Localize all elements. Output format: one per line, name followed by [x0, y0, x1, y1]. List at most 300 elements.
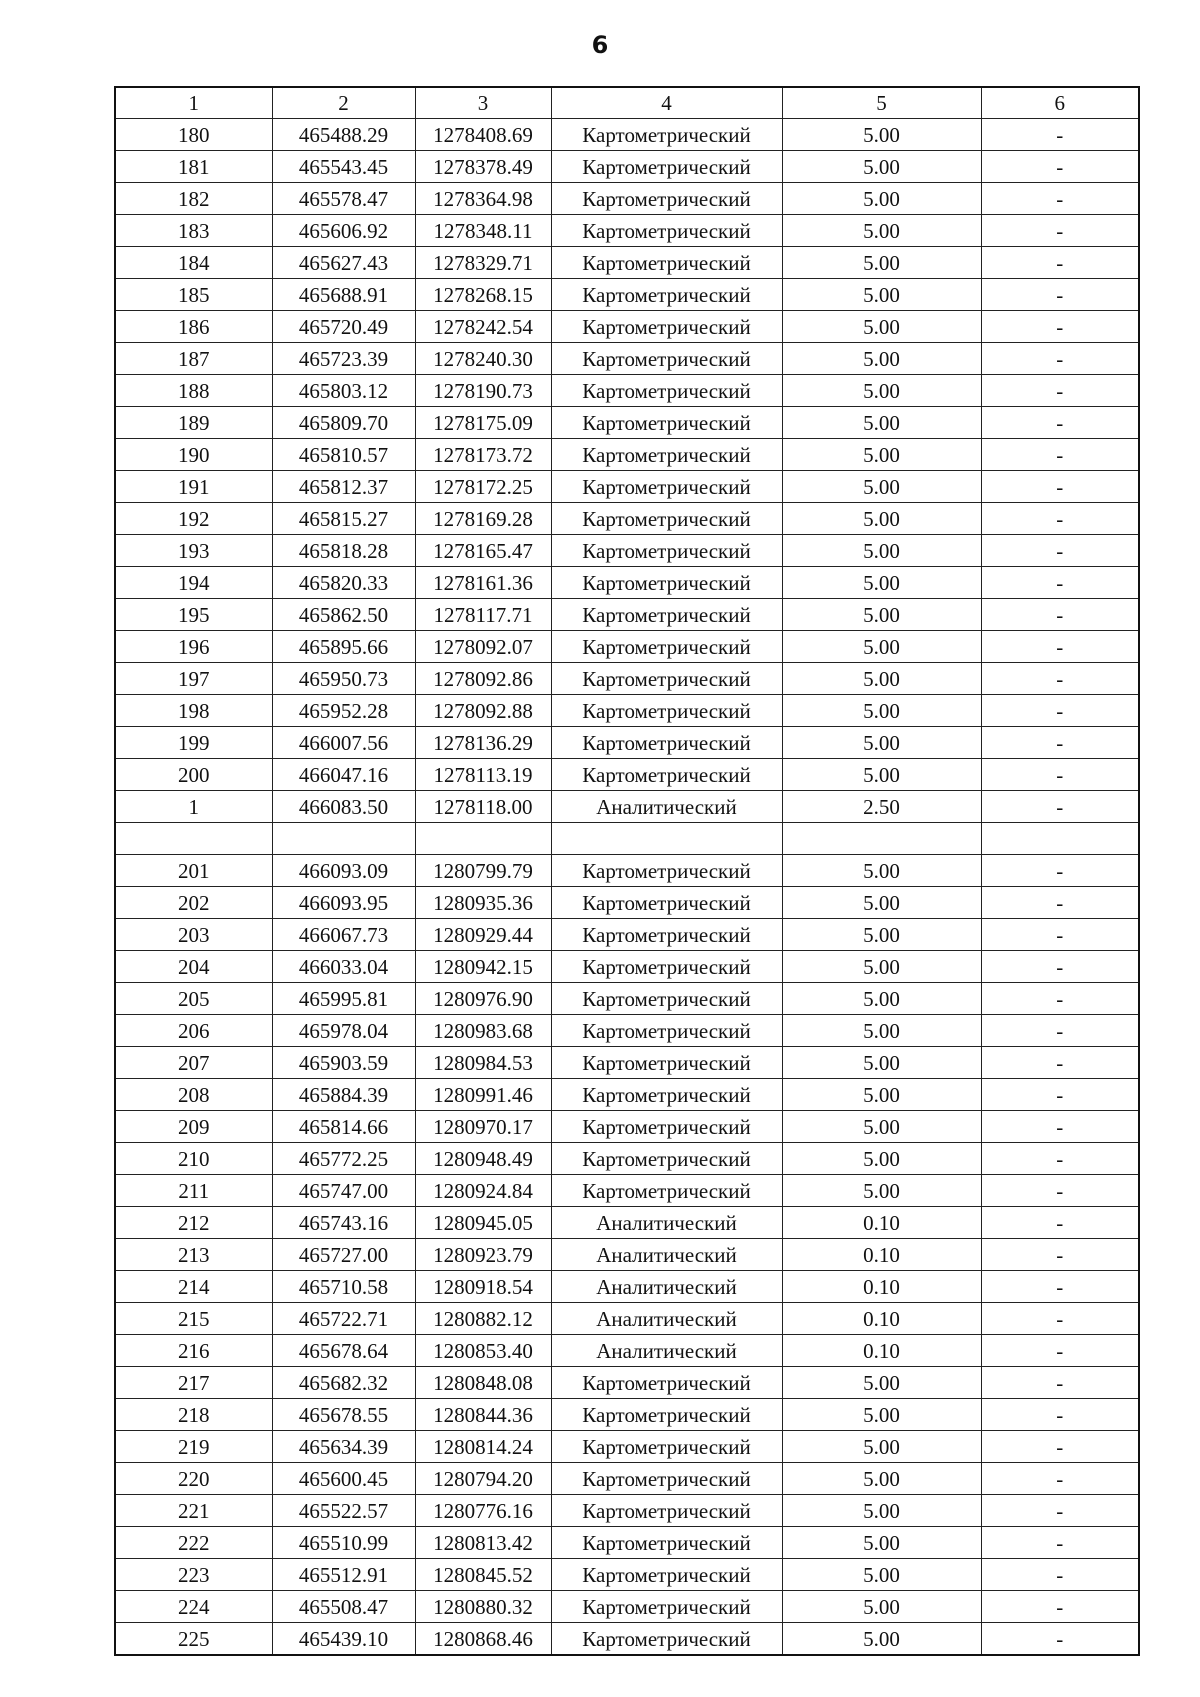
point-number-cell: 209 — [115, 1111, 272, 1143]
table-row — [115, 119, 1139, 151]
accuracy-cell: 5.00 — [782, 439, 981, 471]
point-number-cell: 182 — [115, 183, 272, 215]
accuracy-cell: 5.00 — [782, 215, 981, 247]
accuracy-cell: 5.00 — [782, 407, 981, 439]
accuracy-cell — [782, 823, 981, 855]
accuracy-cell: 5.00 — [782, 311, 981, 343]
y-coordinate-cell: 1278169.28 — [415, 503, 551, 535]
description-cell: - — [981, 1367, 1139, 1399]
description-cell: - — [981, 791, 1139, 823]
description-cell: - — [981, 663, 1139, 695]
y-coordinate-cell: 1280813.42 — [415, 1527, 551, 1559]
x-coordinate-cell: 465720.49 — [272, 311, 415, 343]
point-number-cell: 194 — [115, 567, 272, 599]
y-coordinate-cell: 1278364.98 — [415, 183, 551, 215]
point-number-cell: 193 — [115, 535, 272, 567]
y-coordinate-cell: 1278113.19 — [415, 759, 551, 791]
x-coordinate-cell: 465627.43 — [272, 247, 415, 279]
method-cell: Картометрический — [551, 1111, 782, 1143]
method-cell: Картометрический — [551, 343, 782, 375]
accuracy-cell: 5.00 — [782, 1623, 981, 1656]
point-number-cell: 186 — [115, 311, 272, 343]
x-coordinate-cell: 465995.81 — [272, 983, 415, 1015]
point-number-cell: 191 — [115, 471, 272, 503]
method-cell: Картометрический — [551, 279, 782, 311]
accuracy-cell: 5.00 — [782, 727, 981, 759]
y-coordinate-cell: 1278092.88 — [415, 695, 551, 727]
table-row — [115, 1399, 1139, 1431]
description-cell: - — [981, 1111, 1139, 1143]
point-number-cell: 192 — [115, 503, 272, 535]
accuracy-cell: 5.00 — [782, 1495, 981, 1527]
y-coordinate-cell: 1278268.15 — [415, 279, 551, 311]
accuracy-cell: 0.10 — [782, 1335, 981, 1367]
y-coordinate-cell: 1280844.36 — [415, 1399, 551, 1431]
x-coordinate-cell: 465820.33 — [272, 567, 415, 599]
x-coordinate-cell: 465743.16 — [272, 1207, 415, 1239]
description-cell: - — [981, 599, 1139, 631]
accuracy-cell: 5.00 — [782, 663, 981, 695]
description-cell: - — [981, 1623, 1139, 1656]
x-coordinate-cell: 465600.45 — [272, 1463, 415, 1495]
accuracy-cell: 5.00 — [782, 1079, 981, 1111]
column-header: 1 — [115, 87, 272, 119]
table-row — [115, 1047, 1139, 1079]
x-coordinate-cell: 465747.00 — [272, 1175, 415, 1207]
accuracy-cell: 5.00 — [782, 343, 981, 375]
x-coordinate-cell: 465818.28 — [272, 535, 415, 567]
point-number-cell: 183 — [115, 215, 272, 247]
description-cell: - — [981, 1175, 1139, 1207]
method-cell: Картометрический — [551, 1527, 782, 1559]
accuracy-cell: 5.00 — [782, 1143, 981, 1175]
x-coordinate-cell: 465812.37 — [272, 471, 415, 503]
y-coordinate-cell: 1280848.08 — [415, 1367, 551, 1399]
point-number-cell: 190 — [115, 439, 272, 471]
x-coordinate-cell: 465634.39 — [272, 1431, 415, 1463]
method-cell: Картометрический — [551, 215, 782, 247]
description-cell: - — [981, 503, 1139, 535]
x-coordinate-cell: 465578.47 — [272, 183, 415, 215]
table-row — [115, 375, 1139, 407]
accuracy-cell: 5.00 — [782, 983, 981, 1015]
y-coordinate-cell: 1280984.53 — [415, 1047, 551, 1079]
description-cell: - — [981, 1335, 1139, 1367]
y-coordinate-cell: 1280868.46 — [415, 1623, 551, 1656]
table-row — [115, 503, 1139, 535]
x-coordinate-cell: 466047.16 — [272, 759, 415, 791]
x-coordinate-cell: 466083.50 — [272, 791, 415, 823]
y-coordinate-cell: 1280924.84 — [415, 1175, 551, 1207]
table-row — [115, 1495, 1139, 1527]
y-coordinate-cell: 1278161.36 — [415, 567, 551, 599]
table-row — [115, 919, 1139, 951]
column-header: 6 — [981, 87, 1139, 119]
x-coordinate-cell: 465488.29 — [272, 119, 415, 151]
x-coordinate-cell: 465903.59 — [272, 1047, 415, 1079]
description-cell: - — [981, 1143, 1139, 1175]
y-coordinate-cell: 1280942.15 — [415, 951, 551, 983]
table-row — [115, 1143, 1139, 1175]
description-cell: - — [981, 1559, 1139, 1591]
description-cell: - — [981, 631, 1139, 663]
method-cell: Картометрический — [551, 1175, 782, 1207]
table-row — [115, 1239, 1139, 1271]
description-cell: - — [981, 1047, 1139, 1079]
x-coordinate-cell: 465543.45 — [272, 151, 415, 183]
table-row — [115, 695, 1139, 727]
description-cell: - — [981, 759, 1139, 791]
point-number-cell: 220 — [115, 1463, 272, 1495]
method-cell: Аналитический — [551, 791, 782, 823]
table-row — [115, 1335, 1139, 1367]
table-row — [115, 151, 1139, 183]
point-number-cell: 210 — [115, 1143, 272, 1175]
table-row — [115, 471, 1139, 503]
description-cell: - — [981, 695, 1139, 727]
description-cell: - — [981, 1207, 1139, 1239]
y-coordinate-cell: 1280976.90 — [415, 983, 551, 1015]
column-header: 2 — [272, 87, 415, 119]
method-cell: Картометрический — [551, 1015, 782, 1047]
accuracy-cell: 5.00 — [782, 183, 981, 215]
accuracy-cell: 0.10 — [782, 1239, 981, 1271]
x-coordinate-cell: 465508.47 — [272, 1591, 415, 1623]
accuracy-cell: 5.00 — [782, 1047, 981, 1079]
table-row — [115, 1463, 1139, 1495]
method-cell: Картометрический — [551, 727, 782, 759]
table-header-row — [115, 87, 1139, 119]
y-coordinate-cell: 1278118.00 — [415, 791, 551, 823]
y-coordinate-cell: 1278092.07 — [415, 631, 551, 663]
method-cell: Картометрический — [551, 1367, 782, 1399]
point-number-cell: 1 — [115, 791, 272, 823]
x-coordinate-cell: 465678.64 — [272, 1335, 415, 1367]
description-cell: - — [981, 951, 1139, 983]
point-number-cell: 202 — [115, 887, 272, 919]
y-coordinate-cell: 1280814.24 — [415, 1431, 551, 1463]
x-coordinate-cell: 465688.91 — [272, 279, 415, 311]
coordinates-table — [114, 86, 1140, 1656]
description-cell: - — [981, 1431, 1139, 1463]
point-number-cell — [115, 823, 272, 855]
x-coordinate-cell: 465950.73 — [272, 663, 415, 695]
accuracy-cell: 5.00 — [782, 1399, 981, 1431]
point-number-cell: 211 — [115, 1175, 272, 1207]
accuracy-cell: 5.00 — [782, 1015, 981, 1047]
y-coordinate-cell: 1278378.49 — [415, 151, 551, 183]
y-coordinate-cell: 1280918.54 — [415, 1271, 551, 1303]
point-number-cell: 206 — [115, 1015, 272, 1047]
accuracy-cell: 5.00 — [782, 567, 981, 599]
table-row — [115, 567, 1139, 599]
description-cell: - — [981, 215, 1139, 247]
point-number-cell: 185 — [115, 279, 272, 311]
table-row — [115, 343, 1139, 375]
y-coordinate-cell: 1280945.05 — [415, 1207, 551, 1239]
x-coordinate-cell: 465803.12 — [272, 375, 415, 407]
accuracy-cell: 5.00 — [782, 1431, 981, 1463]
point-number-cell: 224 — [115, 1591, 272, 1623]
method-cell — [551, 823, 782, 855]
method-cell: Картометрический — [551, 183, 782, 215]
method-cell: Картометрический — [551, 1495, 782, 1527]
x-coordinate-cell: 465772.25 — [272, 1143, 415, 1175]
table-row — [115, 439, 1139, 471]
description-cell: - — [981, 247, 1139, 279]
point-number-cell: 218 — [115, 1399, 272, 1431]
x-coordinate-cell: 465512.91 — [272, 1559, 415, 1591]
y-coordinate-cell: 1278117.71 — [415, 599, 551, 631]
accuracy-cell: 5.00 — [782, 119, 981, 151]
y-coordinate-cell: 1278136.29 — [415, 727, 551, 759]
description-cell: - — [981, 1399, 1139, 1431]
point-number-cell: 188 — [115, 375, 272, 407]
table-row — [115, 759, 1139, 791]
table-row — [115, 1527, 1139, 1559]
point-number-cell: 184 — [115, 247, 272, 279]
table-row — [115, 951, 1139, 983]
x-coordinate-cell: 465814.66 — [272, 1111, 415, 1143]
x-coordinate-cell: 465815.27 — [272, 503, 415, 535]
method-cell: Картометрический — [551, 471, 782, 503]
description-cell: - — [981, 855, 1139, 887]
y-coordinate-cell: 1280970.17 — [415, 1111, 551, 1143]
point-number-cell: 207 — [115, 1047, 272, 1079]
description-cell: - — [981, 343, 1139, 375]
accuracy-cell: 5.00 — [782, 759, 981, 791]
accuracy-cell: 5.00 — [782, 503, 981, 535]
accuracy-cell: 5.00 — [782, 279, 981, 311]
point-number-cell: 221 — [115, 1495, 272, 1527]
method-cell: Аналитический — [551, 1271, 782, 1303]
table-body — [115, 119, 1139, 1656]
method-cell: Картометрический — [551, 631, 782, 663]
method-cell: Картометрический — [551, 1431, 782, 1463]
y-coordinate-cell: 1280923.79 — [415, 1239, 551, 1271]
y-coordinate-cell: 1278172.25 — [415, 471, 551, 503]
x-coordinate-cell — [272, 823, 415, 855]
method-cell: Картометрический — [551, 855, 782, 887]
method-cell: Картометрический — [551, 983, 782, 1015]
point-number-cell: 216 — [115, 1335, 272, 1367]
point-number-cell: 212 — [115, 1207, 272, 1239]
y-coordinate-cell: 1280880.32 — [415, 1591, 551, 1623]
method-cell: Картометрический — [551, 1079, 782, 1111]
x-coordinate-cell: 465710.58 — [272, 1271, 415, 1303]
point-number-cell: 204 — [115, 951, 272, 983]
point-number-cell: 197 — [115, 663, 272, 695]
point-number-cell: 219 — [115, 1431, 272, 1463]
table-row — [115, 983, 1139, 1015]
table-row — [115, 1111, 1139, 1143]
accuracy-cell: 0.10 — [782, 1271, 981, 1303]
accuracy-cell: 5.00 — [782, 855, 981, 887]
x-coordinate-cell: 465862.50 — [272, 599, 415, 631]
y-coordinate-cell: 1278175.09 — [415, 407, 551, 439]
x-coordinate-cell: 465895.66 — [272, 631, 415, 663]
point-number-cell: 217 — [115, 1367, 272, 1399]
description-cell: - — [981, 407, 1139, 439]
accuracy-cell: 5.00 — [782, 471, 981, 503]
column-header: 3 — [415, 87, 551, 119]
x-coordinate-cell: 465978.04 — [272, 1015, 415, 1047]
point-number-cell: 214 — [115, 1271, 272, 1303]
y-coordinate-cell: 1280776.16 — [415, 1495, 551, 1527]
accuracy-cell: 5.00 — [782, 1111, 981, 1143]
description-cell: - — [981, 1239, 1139, 1271]
accuracy-cell: 5.00 — [782, 1559, 981, 1591]
table-row — [115, 183, 1139, 215]
accuracy-cell: 2.50 — [782, 791, 981, 823]
table-row — [115, 631, 1139, 663]
table-row — [115, 407, 1139, 439]
method-cell: Картометрический — [551, 1559, 782, 1591]
table-row — [115, 855, 1139, 887]
description-cell: - — [981, 119, 1139, 151]
table-row — [115, 1079, 1139, 1111]
description-cell: - — [981, 1271, 1139, 1303]
method-cell: Картометрический — [551, 535, 782, 567]
table-row — [115, 1591, 1139, 1623]
table-row — [115, 1271, 1139, 1303]
method-cell: Аналитический — [551, 1303, 782, 1335]
method-cell: Картометрический — [551, 1591, 782, 1623]
table-row — [115, 791, 1139, 823]
x-coordinate-cell: 465606.92 — [272, 215, 415, 247]
column-header: 4 — [551, 87, 782, 119]
y-coordinate-cell: 1278329.71 — [415, 247, 551, 279]
x-coordinate-cell: 466067.73 — [272, 919, 415, 951]
point-number-cell: 223 — [115, 1559, 272, 1591]
y-coordinate-cell: 1278173.72 — [415, 439, 551, 471]
description-cell — [981, 823, 1139, 855]
description-cell: - — [981, 983, 1139, 1015]
method-cell: Картометрический — [551, 1623, 782, 1656]
accuracy-cell: 5.00 — [782, 1175, 981, 1207]
point-number-cell: 205 — [115, 983, 272, 1015]
description-cell: - — [981, 567, 1139, 599]
accuracy-cell: 5.00 — [782, 151, 981, 183]
y-coordinate-cell: 1280948.49 — [415, 1143, 551, 1175]
point-number-cell: 200 — [115, 759, 272, 791]
table-row — [115, 311, 1139, 343]
table-row — [115, 247, 1139, 279]
method-cell: Картометрический — [551, 1047, 782, 1079]
x-coordinate-cell: 466093.09 — [272, 855, 415, 887]
method-cell: Картометрический — [551, 407, 782, 439]
y-coordinate-cell — [415, 823, 551, 855]
description-cell: - — [981, 1495, 1139, 1527]
x-coordinate-cell: 465678.55 — [272, 1399, 415, 1431]
method-cell: Картометрический — [551, 567, 782, 599]
method-cell: Картометрический — [551, 759, 782, 791]
x-coordinate-cell: 465439.10 — [272, 1623, 415, 1656]
method-cell: Картометрический — [551, 247, 782, 279]
description-cell: - — [981, 1527, 1139, 1559]
method-cell: Картометрический — [551, 1143, 782, 1175]
point-number-cell: 203 — [115, 919, 272, 951]
x-coordinate-cell: 465522.57 — [272, 1495, 415, 1527]
accuracy-cell: 5.00 — [782, 247, 981, 279]
method-cell: Картометрический — [551, 151, 782, 183]
x-coordinate-cell: 465884.39 — [272, 1079, 415, 1111]
description-cell: - — [981, 727, 1139, 759]
method-cell: Картометрический — [551, 951, 782, 983]
x-coordinate-cell: 466093.95 — [272, 887, 415, 919]
point-number-cell: 180 — [115, 119, 272, 151]
point-number-cell: 213 — [115, 1239, 272, 1271]
y-coordinate-cell: 1278408.69 — [415, 119, 551, 151]
point-number-cell: 187 — [115, 343, 272, 375]
method-cell: Аналитический — [551, 1335, 782, 1367]
y-coordinate-cell: 1278190.73 — [415, 375, 551, 407]
description-cell: - — [981, 183, 1139, 215]
table-row — [115, 279, 1139, 311]
x-coordinate-cell: 465809.70 — [272, 407, 415, 439]
y-coordinate-cell: 1280845.52 — [415, 1559, 551, 1591]
point-number-cell: 199 — [115, 727, 272, 759]
method-cell: Аналитический — [551, 1239, 782, 1271]
y-coordinate-cell: 1278165.47 — [415, 535, 551, 567]
accuracy-cell: 5.00 — [782, 1463, 981, 1495]
x-coordinate-cell: 465723.39 — [272, 343, 415, 375]
method-cell: Картометрический — [551, 503, 782, 535]
method-cell: Картометрический — [551, 375, 782, 407]
description-cell: - — [981, 887, 1139, 919]
description-cell: - — [981, 919, 1139, 951]
table-row — [115, 1431, 1139, 1463]
description-cell: - — [981, 151, 1139, 183]
accuracy-cell: 5.00 — [782, 631, 981, 663]
x-coordinate-cell: 466033.04 — [272, 951, 415, 983]
method-cell: Картометрический — [551, 599, 782, 631]
point-number-cell: 195 — [115, 599, 272, 631]
description-cell: - — [981, 279, 1139, 311]
table-row — [115, 1367, 1139, 1399]
point-number-cell: 208 — [115, 1079, 272, 1111]
method-cell: Картометрический — [551, 919, 782, 951]
column-header: 5 — [782, 87, 981, 119]
accuracy-cell: 5.00 — [782, 1591, 981, 1623]
y-coordinate-cell: 1280991.46 — [415, 1079, 551, 1111]
description-cell: - — [981, 311, 1139, 343]
point-number-cell: 215 — [115, 1303, 272, 1335]
accuracy-cell: 5.00 — [782, 1367, 981, 1399]
method-cell: Картометрический — [551, 663, 782, 695]
point-number-cell: 189 — [115, 407, 272, 439]
x-coordinate-cell: 466007.56 — [272, 727, 415, 759]
point-number-cell: 196 — [115, 631, 272, 663]
x-coordinate-cell: 465682.32 — [272, 1367, 415, 1399]
accuracy-cell: 0.10 — [782, 1303, 981, 1335]
description-cell: - — [981, 439, 1139, 471]
accuracy-cell: 5.00 — [782, 535, 981, 567]
y-coordinate-cell: 1278240.30 — [415, 343, 551, 375]
description-cell: - — [981, 1303, 1139, 1335]
table-row — [115, 535, 1139, 567]
y-coordinate-cell: 1280935.36 — [415, 887, 551, 919]
accuracy-cell: 5.00 — [782, 375, 981, 407]
description-cell: - — [981, 471, 1139, 503]
method-cell: Картометрический — [551, 439, 782, 471]
y-coordinate-cell: 1278092.86 — [415, 663, 551, 695]
method-cell: Аналитический — [551, 1207, 782, 1239]
point-number-cell: 181 — [115, 151, 272, 183]
y-coordinate-cell: 1280882.12 — [415, 1303, 551, 1335]
point-number-cell: 222 — [115, 1527, 272, 1559]
accuracy-cell: 5.00 — [782, 951, 981, 983]
